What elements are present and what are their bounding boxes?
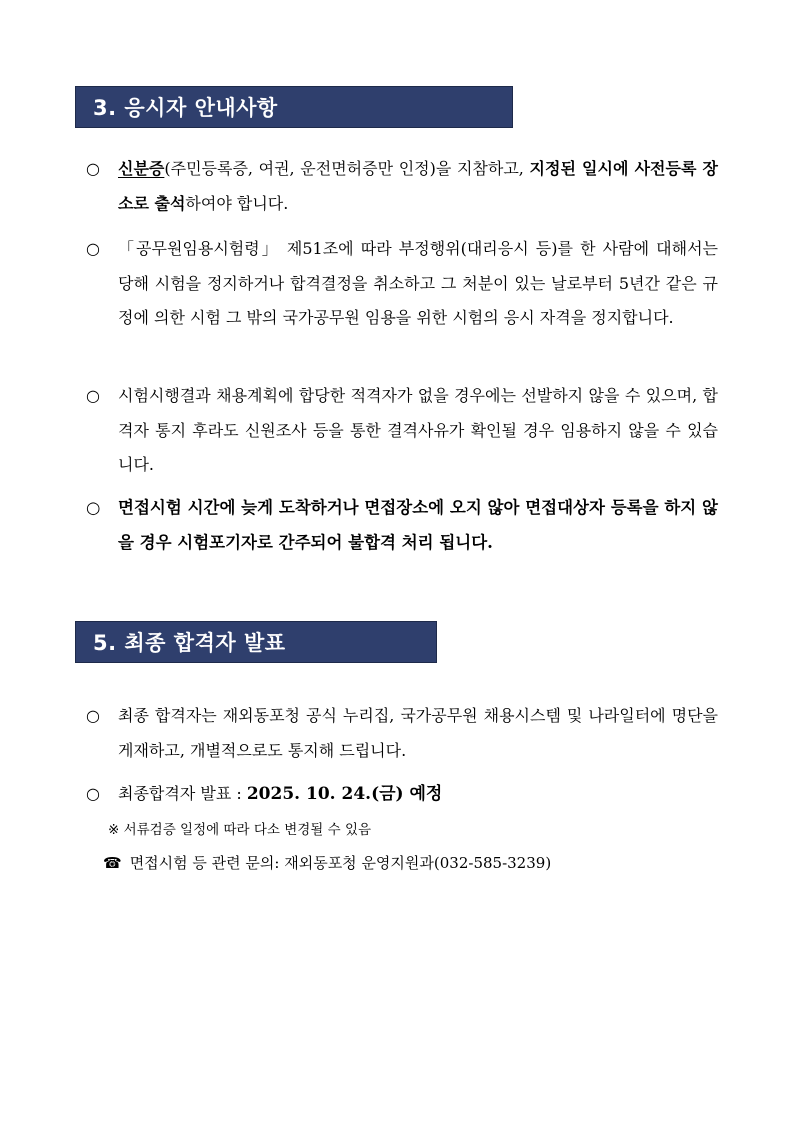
final-notice-text: 최종 합격자는 재외동포청 공식 누리집, 국가공무원 채용시스템 및 나라일터에 명단을 게재하고, 개별적으로도 통지해 드립니다. <box>118 706 718 760</box>
list-item-misconduct <box>86 232 718 336</box>
section-title: 3. 응시자 안내사항 <box>93 96 278 120</box>
final-date-label: 최종합격자 발표 : <box>118 784 247 803</box>
section-header-final-announcement <box>75 621 437 663</box>
misconduct-text: 「공무원임용시험령」 제51조에 따라 부정행위(대리응시 등)를 한 사람에 대해서는 당해 시험을 정지하거나 합격결정을 취소하고 그 처분이 있는 날로부터 5년간 같은 규정에 의한 시험 그 밖의 국가공무원 임용을 위한 시험의 응시 자격을 정지합니다. <box>118 239 718 327</box>
circle-bullet-icon: ○ <box>86 498 101 517</box>
id-card-term: 신분증 <box>118 159 165 178</box>
interview-lateness-text: 면접시험 시간에 늦게 도착하거나 면접장소에 오지 않아 면접대상자 등록을 하지 않을 경우 시험포기자로 간주되어 불합격 처리 됩니다. <box>118 498 718 552</box>
final-date-value: 2025. 10. 24.(금) 예정 <box>246 784 443 804</box>
circle-bullet-icon: ○ <box>86 239 100 258</box>
id-card-detail: (주민등록증, 여권, 운전면허증만 인정)을 지참하고, <box>164 159 530 178</box>
circle-bullet-icon: ○ <box>86 386 100 405</box>
telephone-icon: ☎ <box>103 854 122 872</box>
circle-bullet-icon: ○ <box>86 784 100 803</box>
selection-result-text: 시험시행결과 채용계획에 합당한 적격자가 없을 경우에는 선발하지 않을 수 있으며, 합격자 통지 후라도 신원조사 등을 통한 결격사유가 확인될 경우 임용하지 않을 수 있습니다. <box>118 386 718 474</box>
contact-line <box>103 852 551 873</box>
section-header-applicant-notice <box>75 86 513 128</box>
list-item-selection-result <box>86 379 718 483</box>
attendance-suffix: 하여야 합니다. <box>185 193 289 213</box>
attendance-requirement: 지정된 일시에 사전등록 장소로 출석 <box>118 159 718 213</box>
list-item-final-notice <box>86 699 718 768</box>
list-item-id-card <box>86 152 718 221</box>
list-item-final-date <box>86 777 718 812</box>
list-item-interview-lateness <box>86 491 718 560</box>
section-title: 5. 최종 합격자 발표 <box>93 631 286 655</box>
circle-bullet-icon: ○ <box>86 706 100 725</box>
schedule-note: ※ 서류검증 일정에 따라 다소 변경될 수 있음 <box>108 822 372 838</box>
circle-bullet-icon: ○ <box>86 159 100 178</box>
contact-text: 면접시험 등 관련 문의: 재외동포청 운영지원과(032-585-3239) <box>129 854 552 872</box>
